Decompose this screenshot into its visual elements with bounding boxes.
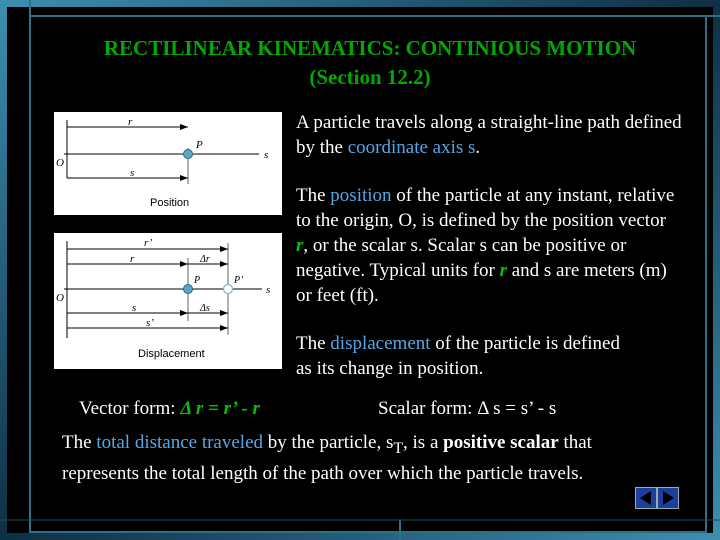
para3-text-b: of the particle is defined as its change in position. [296,333,620,379]
fig2-s-label: s [132,302,137,314]
para4-highlight: total distance traveled [96,432,264,453]
vector-form-expression: Δ r = r’ - r [180,398,260,419]
paragraph-total-distance [62,430,672,486]
displacement-diagram [54,233,282,369]
para2-vector-r-units: r [499,260,507,281]
fig2-p-label: P [194,275,201,286]
forward-button[interactable] [657,487,679,509]
para1-text: A particle travels along a straight-line path defined by the [296,112,682,158]
fig2-r-prime-label: r’ [144,237,153,249]
para2-text-d: and s are meters (m) or feet (ft). [296,260,667,306]
para3-text: The [296,333,331,354]
para1-text-end: . [475,137,481,158]
para4-bold: positive scalar [443,432,559,453]
title-line-2: (Section 12.2) [309,65,431,89]
para3-highlight: displacement [330,333,431,354]
para4-text-d: that represents the total length of the path over which the particle travels. [62,432,592,484]
para2-text: The [296,185,331,206]
fig2-delta-s-label: Δs [200,303,210,314]
scalar-form [378,397,556,421]
fig2-s-prime-label: s’ [146,317,154,329]
back-button[interactable] [635,487,657,509]
fig1-origin-label: O [56,157,64,169]
position-diagram [54,112,282,215]
paragraph-displacement [296,331,636,381]
vector-form-label: Vector form: [79,398,181,419]
fig2-caption: Displacement [138,348,205,360]
para2-text-c: , or the scalar s. Scalar s can be positive or negative. Typical units for [296,235,627,281]
fig2-r-label: r [130,253,135,265]
scalar-form-label: Scalar form: [378,398,478,419]
fig2-s-axis-label: s [266,284,271,296]
para4-text: The [62,432,97,453]
para2-text-b: of the particle at any instant, relative to the origin, O, is defined by the position vector [296,185,675,231]
fig1-r-label: r [128,116,133,128]
fig1-s-label: s [130,167,135,179]
displacement-figure [54,233,282,369]
triangle-right-icon [658,488,678,508]
triangle-left-icon [636,488,656,508]
fig1-s-axis-label: s [264,149,269,161]
title-line-1: RECTILINEAR KINEMATICS: CONTINIOUS MOTION [103,36,637,60]
fig2-origin-label: O [56,292,64,304]
para1-highlight: coordinate axis s [347,137,476,158]
para4-text-b: by the particle, s [263,432,394,453]
slide-title [40,34,700,92]
para2-vector-r: r [296,235,304,256]
para4-text-c: , is a [403,432,444,453]
paragraph-position [296,183,676,308]
paragraph-path [296,110,696,160]
vector-form [79,397,260,421]
position-figure [54,112,282,215]
fig2-p-prime-label: P’ [234,275,244,286]
fig1-p-label: P [196,139,203,151]
fig1-caption: Position [150,197,190,209]
para2-highlight: position [330,185,392,206]
para4-subscript: T [393,439,404,457]
fig2-delta-r-label: Δr [200,254,210,265]
scalar-form-expression: Δ s = s’ - s [477,398,557,419]
